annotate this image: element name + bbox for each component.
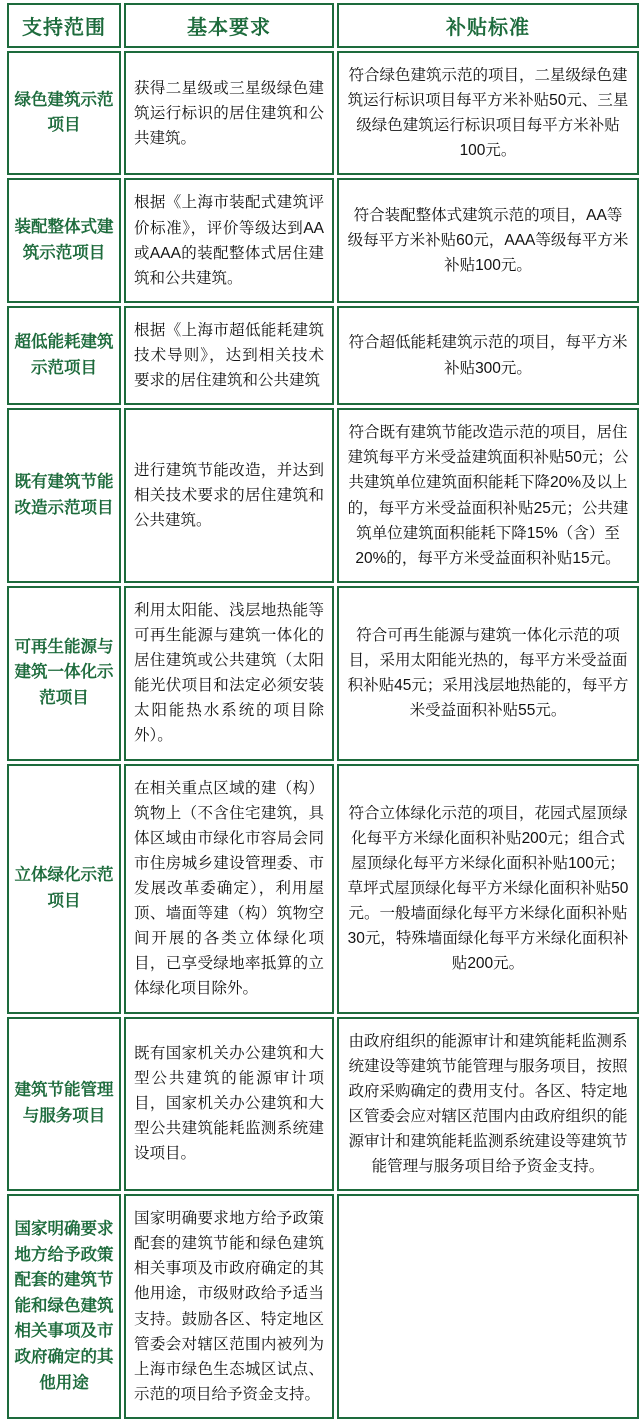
row-requirement: 利用太阳能、浅层地热能等可再生能源与建筑一体化的居住建筑或公共建筑（太阳能光伏项目和法定必须安装太阳能热水系统的项目除外）。	[124, 586, 334, 761]
table-row	[7, 306, 639, 405]
row-requirement: 既有国家机关办公建筑和大型公共建筑的能源审计项目，国家机关办公建筑和大型公共建筑能耗监测系统建设项目。	[124, 1017, 334, 1192]
table-row	[7, 764, 639, 1014]
row-requirement: 根据《上海市装配式建筑评价标准》，评价等级达到AA或AAA的装配整体式居住建筑和公共建筑。	[124, 178, 334, 302]
row-requirement: 根据《上海市超低能耗建筑技术导则》，达到相关技术要求的居住建筑和公共建筑	[124, 306, 334, 405]
row-standard: 符合立体绿化示范的项目，花园式屋顶绿化每平方米绿化面积补贴200元；组合式屋顶绿化每平方米绿化面积补贴100元；草坪式屋顶绿化每平方米绿化面积补贴50元。一般墙面绿化每平方米绿化面积补贴30元，特殊墙面绿化每平方米绿化面积补贴200元。	[337, 764, 639, 1014]
column-header-scope: 支持范围	[7, 3, 121, 48]
row-standard: 符合超低能耗建筑示范的项目，每平方米补贴300元。	[337, 306, 639, 405]
subsidy-table	[4, 0, 640, 1422]
row-scope: 绿色建筑示范项目	[7, 51, 121, 175]
table-body	[7, 51, 639, 1419]
row-scope: 建筑节能管理与服务项目	[7, 1017, 121, 1192]
row-scope: 超低能耗建筑示范项目	[7, 306, 121, 405]
row-scope: 既有建筑节能改造示范项目	[7, 408, 121, 583]
table-row	[7, 51, 639, 175]
row-requirement: 国家明确要求地方给予政策配套的建筑节能和绿色建筑相关事项及市政府确定的其他用途，市级财政给予适当支持。鼓励各区、特定地区管委会对辖区范围内被列为上海市绿色生态城区试点、示范的项目给予资金支持。	[124, 1194, 334, 1419]
row-standard: 符合绿色建筑示范的项目，二星级绿色建筑运行标识项目每平方米补贴50元、三星级绿色建筑运行标识项目每平方米补贴100元。	[337, 51, 639, 175]
row-standard	[337, 1194, 639, 1419]
row-standard: 符合可再生能源与建筑一体化示范的项目，采用太阳能光热的，每平方米受益面积补贴45元；采用浅层地热能的，每平方米受益面积补贴55元。	[337, 586, 639, 761]
row-scope: 装配整体式建筑示范项目	[7, 178, 121, 302]
table-row	[7, 1194, 639, 1419]
row-requirement: 在相关重点区域的建（构）筑物上（不含住宅建筑，具体区域由市绿化市容局会同市住房城乡建设管理委、市发展改革委确定），利用屋顶、墙面等建（构）筑物空间开展的各类立体绿化项目，已享受绿地率抵算的立体绿化项目除外。	[124, 764, 334, 1014]
column-header-standard: 补贴标准	[337, 3, 639, 48]
row-requirement: 获得二星级或三星级绿色建筑运行标识的居住建筑和公共建筑。	[124, 51, 334, 175]
table-header	[7, 3, 639, 48]
row-scope: 国家明确要求地方给予政策配套的建筑节能和绿色建筑相关事项及市政府确定的其他用途	[7, 1194, 121, 1419]
row-scope: 可再生能源与建筑一体化示范项目	[7, 586, 121, 761]
row-scope: 立体绿化示范项目	[7, 764, 121, 1014]
table-row	[7, 1017, 639, 1192]
table-row	[7, 586, 639, 761]
row-requirement: 进行建筑节能改造，并达到相关技术要求的居住建筑和公共建筑。	[124, 408, 334, 583]
row-standard: 由政府组织的能源审计和建筑能耗监测系统建设等建筑节能管理与服务项目，按照政府采购确定的费用支付。各区、特定地区管委会应对辖区范围内由政府组织的能源审计和建筑能耗监测系统建设等建筑节能管理与服务项目给予资金支持。	[337, 1017, 639, 1192]
table-row	[7, 408, 639, 583]
table-row	[7, 178, 639, 302]
row-standard: 符合装配整体式建筑示范的项目，AA等级每平方米补贴60元，AAA等级每平方米补贴100元。	[337, 178, 639, 302]
table-header-row	[7, 3, 639, 48]
column-header-requirement: 基本要求	[124, 3, 334, 48]
row-standard: 符合既有建筑节能改造示范的项目，居住建筑每平方米受益建筑面积补贴50元；公共建筑单位建筑面积能耗下降20%及以上的，每平方米受益面积补贴25元；公共建筑单位建筑面积能耗下降15%（含）至20%的，每平方米受益面积补贴15元。	[337, 408, 639, 583]
